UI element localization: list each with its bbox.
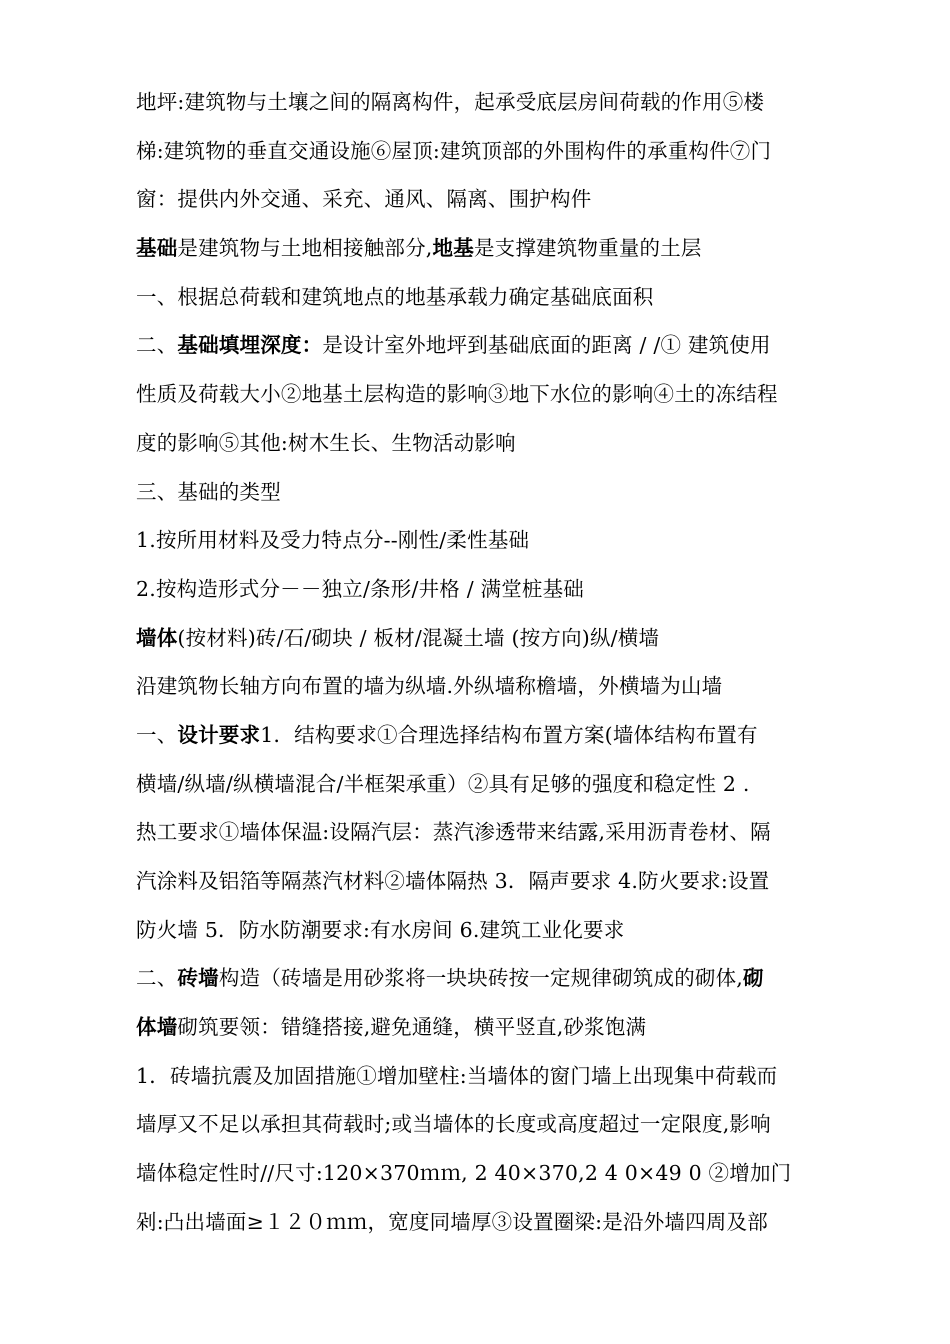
text-run: 防火墙 5．防水防潮要求:有水房间 6.建筑工业化要求 (136, 917, 625, 942)
text-line (136, 224, 826, 273)
document-page (136, 78, 826, 1247)
text-run: 是建筑物与土地相接触部分, (177, 236, 433, 261)
bold-term: 地基 (432, 236, 474, 261)
bold-term: 基础 (136, 236, 178, 261)
bold-term: 墙体 (136, 625, 178, 650)
text-run: 1．结构要求①合理选择结构布置方案(墙体结构布置有 (260, 722, 758, 747)
bold-term: 砖墙 (177, 966, 219, 991)
text-line (136, 468, 826, 517)
text-run: 三、基础的类型 (136, 479, 281, 504)
text-line (136, 906, 826, 955)
text-line (136, 78, 826, 127)
text-run: 墙体稳定性时//尺寸:120×370ｍｍ, 2 40×370,2 4 0×49 0 ②增加门 (136, 1161, 792, 1186)
text-run: 横墙/纵墙/纵横墙混合/半框架承重）②具有足够的强度和稳定性 2 . (136, 771, 750, 796)
text-run: 剁:凸出墙面≥１２０ｍｍ，宽度同墙厚③设置圈梁:是沿外墙四周及部 (136, 1209, 768, 1234)
text-line (136, 127, 826, 176)
text-run: 梯:建筑物的垂直交通设施⑥屋顶:建筑顶部的外围构件的承重构件⑦门 (136, 138, 772, 163)
text-line (136, 1100, 826, 1149)
text-line (136, 808, 826, 857)
text-run: 墙厚又不足以承担其荷载时;或当墙体的长度或高度超过一定限度,影响 (136, 1112, 771, 1137)
text-line (136, 273, 826, 322)
text-run: 二、 (136, 333, 178, 358)
bold-term: 砌 (743, 966, 764, 991)
text-line (136, 857, 826, 906)
text-run: 一、 (136, 722, 178, 747)
text-run: 2.按构造形式分－－独立/条形/井格 / 满堂桩基础 (136, 576, 585, 601)
bold-term: 基础填埋深度： (177, 333, 323, 358)
text-run: 1．砖墙抗震及加固措施①增加壁柱:当墙体的窗门墙上出现集中荷载而 (136, 1063, 778, 1088)
text-line (136, 321, 826, 370)
text-line (136, 1149, 826, 1198)
text-run: 沿建筑物长轴方向布置的墙为纵墙.外纵墙称檐墙，外横墙为山墙 (136, 674, 723, 699)
text-run: 二、 (136, 966, 178, 991)
text-line (136, 760, 826, 809)
bold-term: 设计要求 (177, 722, 261, 747)
text-line (136, 175, 826, 224)
text-run: 砌筑要领：错缝搭接,避免通缝，横平竖直,砂浆饱满 (177, 1015, 647, 1040)
text-run: 地坪:建筑物与土壤之间的隔离构件，起承受底层房间荷载的作用⑤楼 (136, 90, 765, 114)
text-line (136, 711, 826, 760)
text-run: 窗：提供内外交通、采充、通风、隔离、围护构件 (136, 187, 592, 212)
text-line (136, 1003, 826, 1052)
text-line (136, 1198, 826, 1247)
text-run: 度的影响⑤其他:树木生长、生物活动影响 (136, 430, 516, 455)
text-line (136, 565, 826, 614)
text-line (136, 516, 826, 565)
text-run: 1.按所用材料及受力特点分--刚性/柔性基础 (136, 528, 530, 553)
text-line (136, 662, 826, 711)
text-run: 是支撑建筑物重量的土层 (473, 236, 702, 261)
text-line (136, 419, 826, 468)
text-run: 是设计室外地坪到基础底面的距离 / /① 建筑使用 (322, 333, 771, 358)
text-line (136, 954, 826, 1003)
text-line (136, 1052, 826, 1101)
text-run: 性质及荷载大小②地基土层构造的影响③地下水位的影响④土的冻结程 (136, 382, 778, 407)
bold-term: 体墙 (136, 1015, 178, 1040)
text-run: 构造（砖墙是用砂浆将一块块砖按一定规律砌筑成的砌体, (218, 966, 744, 991)
text-line (136, 370, 826, 419)
text-run: 热工要求①墙体保温:设隔汽层：蒸汽渗透带来结露,采用沥青卷材、隔 (136, 820, 771, 845)
text-line (136, 614, 826, 663)
text-run: (按材料)砖/石/砌块 / 板材/混凝土墙 (按方向)纵/横墙 (177, 625, 660, 650)
text-run: 一、根据总荷载和建筑地点的地基承载力确定基础底面积 (136, 284, 654, 309)
text-run: 汽涂料及铝箔等隔蒸汽材料②墙体隔热 3．隔声要求 4.防火要求:设置 (136, 869, 770, 893)
